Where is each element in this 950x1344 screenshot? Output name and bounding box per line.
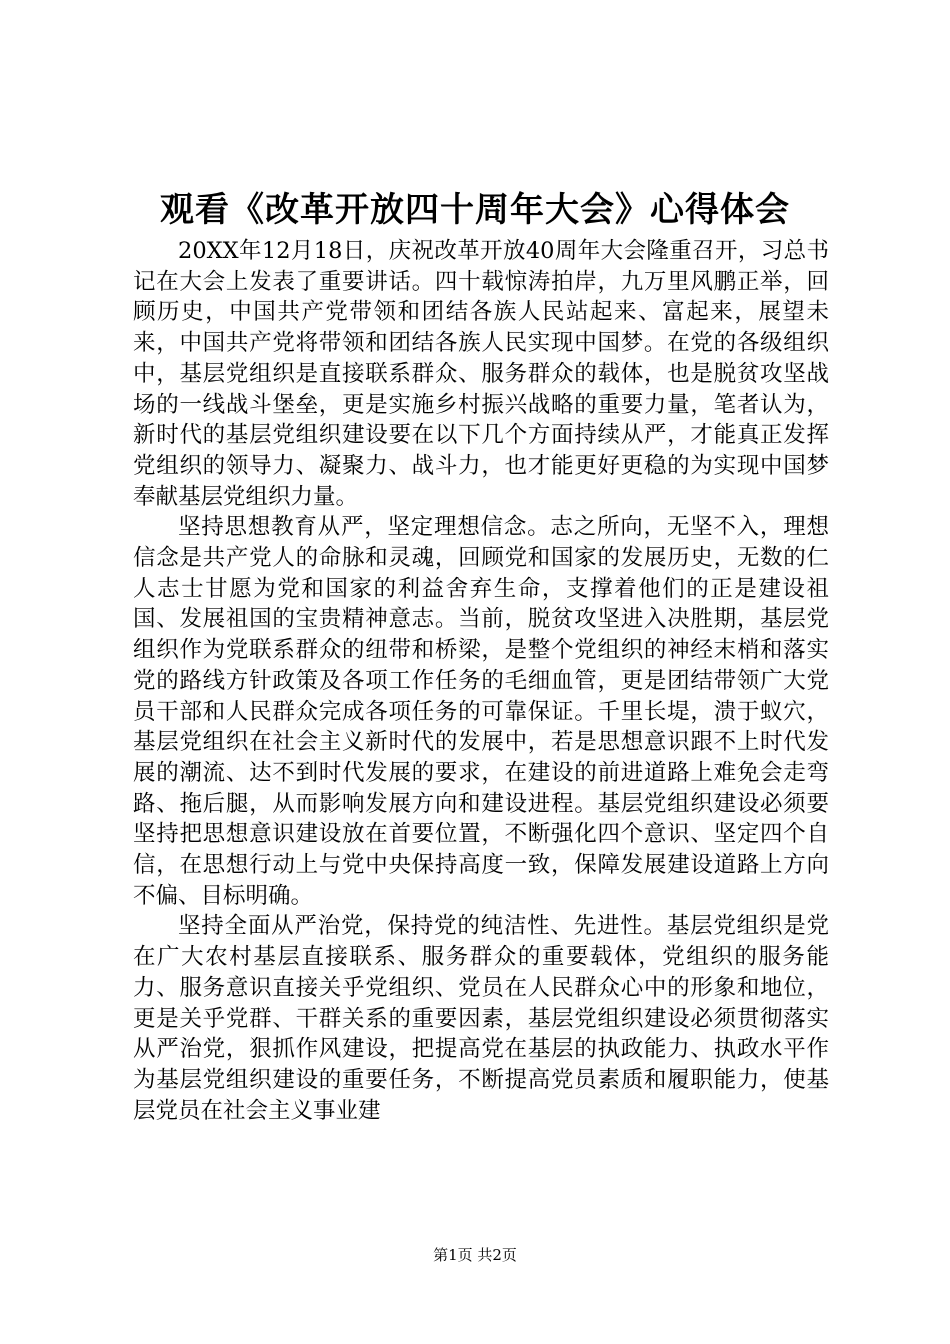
document-body: [133, 236, 829, 1126]
paragraph-2: 坚持思想教育从严，坚定理想信念。志之所向，无坚不入，理想信念是共产党人的命脉和灵魂，回顾党和国家的发展历史，无数的仁人志士甘愿为党和国家的利益舍弃生命，支撑着他们的正是建设祖国、发展祖国的宝贵精神意志。当前，脱贫攻坚进入决胜期，基层党组织作为党联系群众的纽带和桥梁，是整个党组织的神经末梢和落实党的路线方针政策及各项工作任务的毛细血管，更是团结带领广大党员干部和人民群众完成各项任务的可靠保证。千里长堤，溃于蚁穴，基层党组织在社会主义新时代的发展中，若是思想意识跟不上时代发展的潮流、达不到时代发展的要求，在建设的前进道路上难免会走弯路、拖后腿，从而影响发展方向和建设进程。基层党组织建设必须要坚持把思想意识建设放在首要位置，不断强化四个意识、坚定四个自信，在思想行动上与党中央保持高度一致，保障发展建设道路上方向不偏、目标明确。: [133, 514, 829, 909]
page-footer: [0, 1245, 950, 1265]
document-title: 观看《改革开放四十周年大会》心得体会: [160, 190, 790, 230]
page-indicator: 第1页 共2页: [433, 1246, 517, 1264]
paragraph-3: 坚持全面从严治党，保持党的纯洁性、先进性。基层党组织是党在广大农村基层直接联系、服务群众的重要载体，党组织的服务能力、服务意识直接关乎党组织、党员在人民群众心中的形象和地位，更是关乎党群、干群关系的重要因素，基层党组织建设必须贯彻落实从严治党，狠抓作风建设，把提高党在基层的执政能力、执政水平作为基层党组织建设的重要任务，不断提高党员素质和履职能力，使基层党员在社会主义事业建: [133, 913, 829, 1124]
paragraph-1: 20XX年12月18日，庆祝改革开放40周年大会隆重召开，习总书记在大会上发表了重要讲话。四十载惊涛拍岸，九万里风鹏正举，回顾历史，中国共产党带领和团结各族人民站起来、富起来，展望未来，中国共产党将带领和团结各族人民实现中国梦。在党的各级组织中，基层党组织是直接联系群众、服务群众的载体，也是脱贫攻坚战场的一线战斗堡垒，更是实施乡村振兴战略的重要力量，笔者认为，新时代的基层党组织建设要在以下几个方面持续从严，才能真正发挥党组织的领导力、凝聚力、战斗力，也才能更好更稳的为实现中国梦奉献基层党组织力量。: [133, 238, 829, 510]
